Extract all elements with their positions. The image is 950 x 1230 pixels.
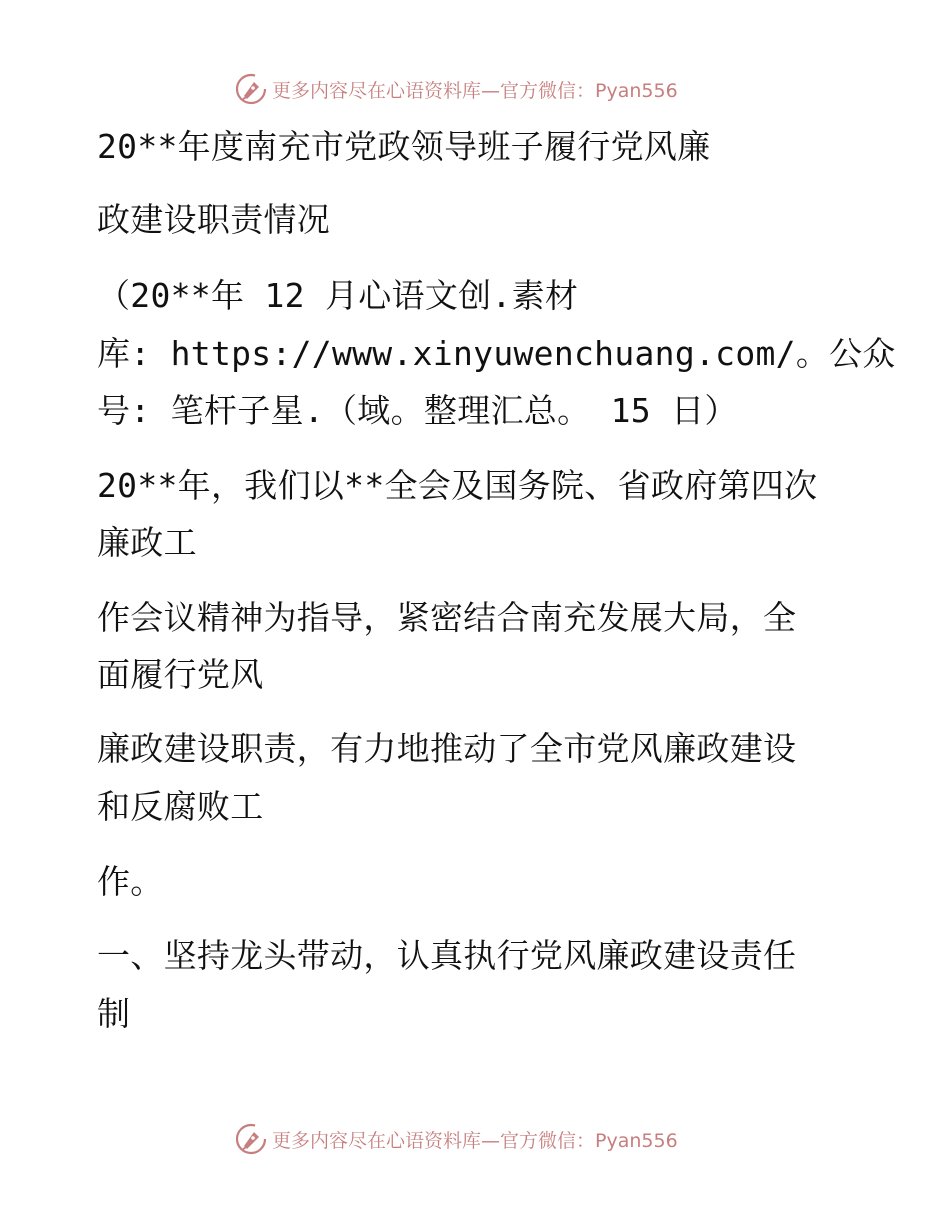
paragraph-line: 作会议精神为指导，紧密结合南充发展大局，全 <box>97 598 797 637</box>
section-heading-line-2: 制 <box>97 994 131 1033</box>
section-heading-line-1: 一、坚持龙头带动，认真执行党风廉政建设责任 <box>97 936 797 975</box>
header-slogan: 更多内容尽在心语资料库 <box>272 79 482 102</box>
fountain-pen-nib-icon <box>234 72 268 106</box>
date-line-3: 号: 笔杆子星.（域。整理汇总。 15 日） <box>97 391 738 430</box>
title-line-2: 政建设职责情况 <box>97 200 331 239</box>
paragraph-line: 廉政建设职责，有力地推动了全市党风廉政建设 <box>97 729 797 768</box>
date-line-2: 库: https://www.xinyuwenchuang.com/。公众 <box>97 334 896 373</box>
footer-banner <box>234 1122 678 1156</box>
header-banner <box>234 72 678 106</box>
paragraph-line: 和反腐败工 <box>97 787 264 826</box>
paragraph-line: 面履行党风 <box>97 655 264 694</box>
footer-contact: —官方微信：Pyan556 <box>481 1129 678 1152</box>
paragraph-line: 20**年，我们以**全会及国务院、省政府第四次 <box>97 466 818 505</box>
header-contact: —官方微信：Pyan556 <box>481 79 678 102</box>
title-line-1: 20**年度南充市党政领导班子履行党风廉 <box>97 127 711 166</box>
date-line-1: （20**年 12 月心语文创.素材 <box>97 276 579 315</box>
fountain-pen-nib-icon <box>234 1122 268 1156</box>
footer-slogan: 更多内容尽在心语资料库 <box>272 1129 482 1152</box>
paragraph-line: 廉政工 <box>97 523 197 562</box>
paragraph-line: 作。 <box>97 862 164 901</box>
